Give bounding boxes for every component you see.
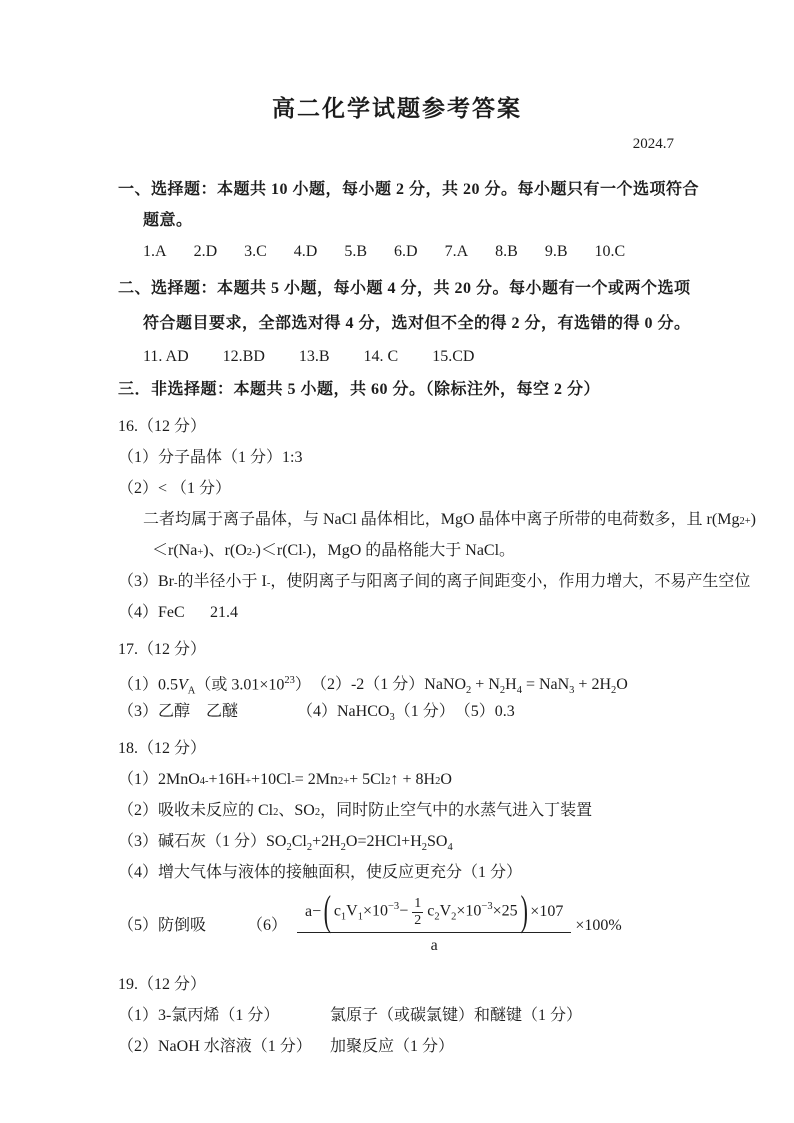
formula-term-1: $c_1V_1\times 10^{-3}-$	[333, 900, 409, 923]
q16-item-4-label: （4）FeC	[118, 604, 185, 621]
answer-q6: 6.D	[394, 243, 418, 260]
section-3-heading: 三．非选择题：本题共 5 小题，共 60 分。（除标注外，每空 2 分）	[118, 381, 601, 398]
q17-item-4: （4）NaHCO$_3$（1 分）	[297, 703, 455, 724]
q18-row-5-6	[118, 888, 774, 958]
q17-item-2-equation: NaNO$_2$ + $N_2H_4 = NaN_3 + 2H_2O$	[424, 676, 628, 697]
q17-item-3: （3）乙醇 乙醚	[118, 703, 239, 720]
answer-q2: 2.D	[193, 243, 218, 260]
q17-row-2	[118, 702, 774, 722]
answer-q3: 3.C	[244, 243, 267, 260]
answer-q13: 13.B	[298, 348, 330, 365]
q19-item-2-label: （2）NaOH 水溶液（1 分）	[118, 1038, 312, 1055]
question-19-header: 19.（12 分）	[118, 976, 207, 993]
q18-item-5: （5）防倒吸	[118, 917, 207, 934]
answer-q12: 12.BD	[222, 348, 265, 365]
q18-item-6-label: （6）	[247, 917, 288, 934]
q17-item-1: $(1)0.5V_A$（或 $3.01\times 10^{23}$）	[118, 675, 311, 697]
answer-q7: 7.A	[444, 243, 469, 260]
q19-item-1-answer: 氯原子（或碳氯键）和醚键（1 分）	[330, 1007, 583, 1024]
q19-item-1-label: （1）3-氯丙烯（1 分）	[118, 1007, 280, 1024]
question-18-header: 18.（12 分）	[118, 740, 207, 757]
formula-right-paren: )	[520, 888, 528, 936]
q19-item-1	[118, 1006, 774, 1026]
formula-term-2: $c_2V_2\times 10^{-3}\times 25$	[427, 900, 518, 923]
q16-item-3: （3）Br - 的半径小于 I - ，使阴离子与阳离子间的离子间距变小，作用力增大，不易产生空位	[118, 573, 751, 590]
q18-item-3	[118, 832, 774, 852]
q16-item-2-explanation-line-2: ＜r(Na + )、r(O 2- )＜r(Cl - )，MgO 的晶格能大于 NaCl。	[152, 542, 516, 559]
q17-item-5: （5）0.3	[454, 703, 515, 720]
section-2-heading-line-1: 二、选择题：本题共 5 小题，每小题 4 分，共 20 分。每小题有一个或两个选项	[118, 280, 691, 297]
answer-q5: 5.B	[344, 243, 368, 260]
q18-item-2: （2）吸收未反应的 Cl 2 、SO 2 ，同时防止空气中的水蒸气进入丁装置	[118, 802, 593, 819]
answer-q1: 1.A	[143, 243, 167, 260]
q18-item-3-equation: $SO_2Cl_2+2H_2O=2HCl+H_2SO_4$	[266, 833, 453, 854]
answer-q11: 11. AD	[143, 348, 189, 365]
question-16-header: 16.（12 分）	[118, 418, 207, 435]
answer-q8: 8.B	[495, 243, 518, 260]
formula-left-paren: (	[323, 888, 332, 936]
page-title: 高二化学试题参考答案	[272, 96, 522, 121]
q16-item-1-answer: 1:3	[282, 449, 303, 466]
answer-q15: 15.CD	[432, 348, 475, 365]
formula-one-half: $\frac{1}{2}$	[414, 896, 422, 928]
q18-item-6-formula	[297, 888, 622, 956]
q19-item-2-answer: 加聚反应（1 分）	[330, 1038, 455, 1055]
answer-q4: 4.D	[293, 243, 318, 260]
section-1-heading-line-1: 一、选择题：本题共 10 小题，每小题 2 分，共 20 分。每小题只有一个选项符合	[118, 181, 700, 198]
section-1-answers	[143, 242, 774, 262]
section-2-answers	[143, 347, 774, 367]
formula-numerator	[297, 888, 571, 936]
formula-lead-term: a−	[305, 903, 322, 920]
answer-q9: 9.B	[544, 243, 568, 260]
q18-item-1: （1）2MnO 4 - +16H + +10Cl - = 2Mn 2+ + 5Cl 2 ↑ + 8H 2 O	[118, 771, 452, 788]
q17-item-2: （2）-2（1 分）	[310, 676, 425, 694]
formula-percent-suffix: ×100%	[575, 917, 622, 934]
formula-fraction	[297, 888, 571, 956]
section-2-heading-line-2: 符合题目要求，全部选对得 4 分，选对但不全的得 2 分，有选错的得 0 分。	[143, 315, 691, 332]
answer-q10: 10.C	[594, 243, 626, 260]
exam-date: 2024.7	[632, 136, 674, 152]
q19-item-2	[118, 1037, 774, 1057]
q16-item-2: （2）< （1 分）	[118, 480, 232, 497]
q18-item-4: （4）增大气体与液体的接触面积，使反应更充分（1 分）	[118, 864, 523, 881]
q16-item-4-answer: 21.4	[210, 604, 238, 621]
section-1-heading-line-2: 题意。	[143, 212, 193, 229]
formula-denominator: a	[297, 932, 571, 956]
q16-item-1-label: （1）分子晶体（1 分）	[118, 449, 283, 466]
q16-item-1	[118, 448, 774, 468]
answer-q14: 14. C	[363, 348, 399, 365]
formula-times-107: ×107	[530, 903, 564, 920]
q16-item-2-explanation-line-1: 二者均属于离子晶体，与 NaCl 晶体相比，MgO 晶体中离子所带的电荷数多，且 r(Mg 2+ )	[143, 511, 756, 528]
q17-row-1	[118, 671, 774, 697]
question-17-header: 17.（12 分）	[118, 641, 207, 658]
q16-item-4	[118, 603, 774, 623]
q18-item-3-label: （3）碱石灰（1 分）	[118, 833, 267, 850]
